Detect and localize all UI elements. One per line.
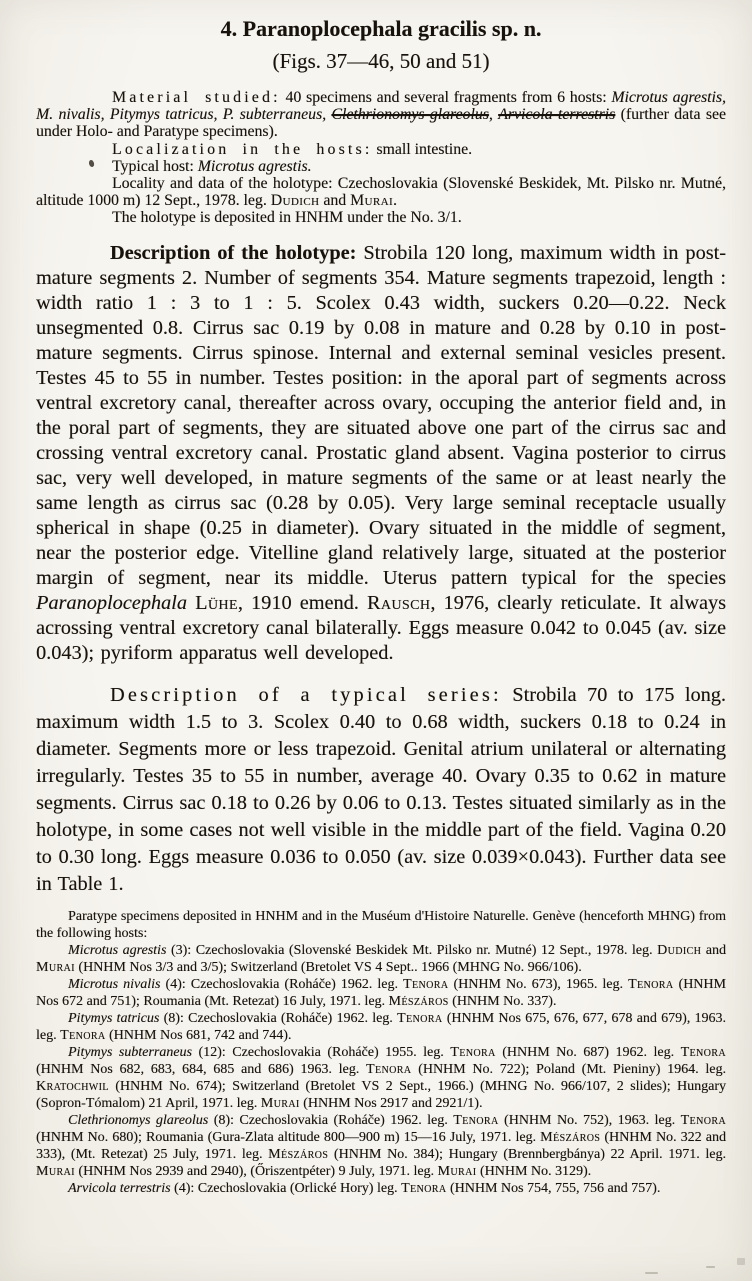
text-segment: and bbox=[701, 942, 727, 958]
text-segment: (HNHM Nos 2917 and 2921/1). bbox=[299, 1095, 483, 1111]
text-segment: Tenora bbox=[453, 1112, 499, 1128]
text-segment: Paranoplocephala gracilis bbox=[242, 16, 487, 41]
paratype-entry-nivalis bbox=[36, 976, 726, 1010]
paratype-entry-subterraneus bbox=[36, 1044, 726, 1112]
holotype-description-paragraph bbox=[36, 241, 726, 666]
text-segment: Tenora bbox=[403, 976, 449, 992]
figures-reference: (Figs. 37—46, 50 and 51) bbox=[272, 49, 490, 73]
text-segment: , 1976, clearly reticulate. It always acrossing ventral excretory canal bilaterally. Eggs measure 0.042 to 0.045 (av. size 0.043); pyriform apparatus well developed. bbox=[36, 591, 727, 664]
paratype-entry-agrestis bbox=[36, 942, 726, 976]
text-segment: sp. n. bbox=[486, 16, 542, 41]
text-segment: (12): Czechoslovakia (Roháče) 1955. leg. bbox=[191, 1044, 451, 1060]
paratype-section bbox=[36, 908, 726, 1197]
scan-artifact bbox=[645, 1272, 658, 1274]
typical-series-paragraph bbox=[36, 682, 726, 898]
text-segment: (HNHM Nos 675, 676, 677, 678 and 679), 1963. leg. bbox=[36, 1010, 726, 1043]
text-segment: Description of a typical series: bbox=[110, 683, 502, 706]
text-segment: (HNHM Nos 3/3 and 3/5); Switzerland (Bretolet VS 4 Sept.. 1966 (MHNG No. 966/106). bbox=[74, 959, 582, 975]
text-segment: Strobila 120 long, maximum width in post-mature segments 2. Number of segments 354. Mature segments trapezoid, length : width ratio 1 : 3 to 1 : 5. Scolex 0.43 width, suckers 0.20—0.22. Neck unsegmented 0.8. Cirrus sac 0.19 by 0.08 in mature and 0.28 by 0.10 in post-mature segments. Cirrus spinose. Internal and external seminal vesicles present. Testes 45 to 55 in number. Testes position: in the aporal part of segments across ventral excretory canal, thereafter across ovary, occuping the anterior field and, in the poral part of segments, they are situated above one part of the cirrus sac and crossing ventral excretory canal. Prostatic gland absent. Vagina posterior to cirrus sac, very well developed, in mature segments of the same or at least nearly the same length as cirrus sac (0.28 by 0.05). Very large seminal receptacle usually spherical in shape (0.25 in diameter). Ovary situated in the middle of segment, near the posterior edge. Vitelline gland relatively large, situated at the posterior margin of segment, near its middle. Uterus pattern typical for the species bbox=[36, 241, 726, 589]
text-segment: Murai bbox=[36, 1163, 75, 1179]
text-segment: Tenora bbox=[450, 1044, 496, 1060]
holotype-deposit-paragraph bbox=[36, 209, 726, 226]
text-segment: (HNHM No. 337). bbox=[448, 993, 557, 1009]
text-segment: (3): Czechoslovakia (Slovenské Beskidek Mt. Pilsko nr. Mutné) 12 Sept., 1978. leg. bbox=[166, 942, 658, 958]
text-segment: small intestine. bbox=[372, 140, 473, 158]
text-segment: , 1910 emend. bbox=[237, 591, 367, 614]
text-segment: Arvicola terrestris bbox=[498, 106, 616, 124]
text-segment: Murai bbox=[350, 192, 394, 210]
text-segment: The holotype is deposited in HNHM under the No. 3/1. bbox=[112, 209, 462, 227]
text-segment: Material studied: bbox=[112, 89, 281, 106]
text-segment: Murai bbox=[36, 959, 75, 975]
text-segment: (8): Czechoslovakia (Roháče) 1962. leg. bbox=[208, 1112, 454, 1128]
text-segment: Tenora bbox=[680, 1044, 726, 1060]
text-segment: Pitymys subterraneus bbox=[68, 1044, 192, 1060]
text-segment: Lühe bbox=[195, 591, 238, 614]
material-studied-paragraph bbox=[36, 89, 726, 141]
text-segment: Mészáros bbox=[388, 993, 449, 1009]
text-segment: Mészáros bbox=[268, 1146, 329, 1162]
typical-host-paragraph bbox=[36, 158, 726, 175]
text-segment: Murai bbox=[260, 1095, 300, 1111]
scan-artifact bbox=[737, 1258, 745, 1265]
text-segment: Strobila 70 to 175 long. maximum width 1.5 to 3. Scolex 0.40 to 0.68 width, suckers 0.18 to 0.24 in diameter. Segments more or less trapezoid. Genital atrium unilateral or alternating irregularly. Testes 35 to 55 in number, average 40. Ovary 0.35 to 0.62 in mature segments. Cirrus sac 0.18 to 0.26 by 0.06 to 0.13. Testes situated similarly as in the holotype, in some cases not well visible in the middle part of the field. Vagina 0.20 to 0.30 long. Eggs measure 0.036 to 0.050 (av. size 0.039×0.043). Further data see in Table 1. bbox=[36, 683, 726, 895]
text-segment: Arvicola terrestris bbox=[68, 1180, 171, 1196]
paratype-entry-terrestris bbox=[36, 1180, 726, 1197]
text-segment: Microtus agrestis bbox=[68, 942, 167, 958]
text-segment: (HNHM No. 674); Switzerland (Bretolet VS 2 Sept., 1966.) (MHNG No. 966/107, 2 slides); Hungary (Sopron-Tómalom) 21 April, 1971. leg. bbox=[36, 1078, 726, 1111]
text-segment: (HNHM No. 3129). bbox=[476, 1163, 592, 1179]
text-segment: Tenora bbox=[60, 1027, 106, 1043]
text-segment: (HNHM No. 384); Hungary (Brennbergbánya) 22 April. 1971. leg. bbox=[328, 1146, 726, 1162]
species-heading bbox=[36, 14, 726, 42]
text-segment: Murai bbox=[437, 1163, 477, 1179]
text-segment: (HNHM No. 687) 1962. leg. bbox=[495, 1044, 681, 1060]
text-segment: 40 specimens and several fragments from 6 hosts: bbox=[280, 89, 612, 106]
holotype-locality-paragraph bbox=[36, 175, 726, 209]
text-segment: 4. bbox=[220, 16, 243, 41]
text-segment: Tenora bbox=[366, 1061, 412, 1077]
text-segment: (HNHM No. 680); Roumania (Gura-Zlata altitude 800—900 m) 15—16 July, 1971. leg. bbox=[36, 1129, 541, 1145]
text-segment: Mészáros bbox=[540, 1129, 601, 1145]
text-segment: (HNHM Nos 672 and 751); Roumania (Mt. Retezat) 16 July, 1971. leg. bbox=[36, 976, 726, 1009]
text-segment: Paratype specimens deposited in HNHM and in the Muséum d'Histoire Naturelle. Genève (henceforth MHNG) from the following hosts: bbox=[36, 908, 726, 941]
text-segment: (HNHM Nos 2939 and 2940), (Őriszentpéter) 9 July, 1971. leg. bbox=[74, 1163, 438, 1179]
text-segment: Microtus nivalis bbox=[68, 976, 161, 992]
text-segment: (further data see under Holo- and Paratype specimens). bbox=[36, 106, 726, 141]
front-matter bbox=[36, 89, 726, 227]
paratype-intro-paragraph bbox=[36, 908, 726, 942]
text-segment bbox=[187, 592, 195, 614]
text-segment: (HNHM No. 673), 1965. leg. bbox=[448, 976, 629, 992]
text-segment: (HNHM No. 722); Poland (Mt. Pieniny) 1964. leg. bbox=[411, 1061, 726, 1077]
paratype-entry-tatricus bbox=[36, 1010, 726, 1044]
scan-artifact bbox=[706, 1266, 715, 1268]
text-segment: Tenora bbox=[628, 976, 674, 992]
text-segment: (HNHM No. 322 and 333), (Mt. Retezat) 25 July, 1971. leg. bbox=[36, 1129, 727, 1162]
text-segment: (HNHM Nos 681, 742 and 744). bbox=[105, 1027, 292, 1043]
paratype-entry-glareolus bbox=[36, 1112, 726, 1180]
localization-paragraph bbox=[36, 141, 726, 158]
text-segment: Clethrionomys glareolus bbox=[68, 1112, 209, 1128]
text-segment: (HNHM No. 752), 1963. leg. bbox=[498, 1112, 681, 1128]
text-segment: (4): Czechoslovakia (Orlické Hory) leg. bbox=[170, 1180, 402, 1196]
text-segment: (4): Czechoslovakia (Roháče) 1962. leg. bbox=[160, 976, 404, 992]
text-segment: Rausch bbox=[366, 591, 431, 614]
text-segment: Typical host: bbox=[112, 157, 198, 175]
text-segment: Dudich bbox=[270, 192, 320, 210]
text-segment: Description of the holotype: bbox=[110, 241, 357, 264]
text-segment: Localization in the hosts: bbox=[112, 140, 373, 158]
text-segment: Microtus agrestis, M. nivalis, Pitymys tatricus, P. subterraneus, bbox=[36, 89, 726, 124]
text-segment: Tenora bbox=[401, 1180, 447, 1196]
text-segment: Locality and data of the holotype: Czechoslovakia (Slovenské Beskidek, Mt. Pilsko nr. Mutné, altitude 1000 m) 12 Sept., 1978. leg. bbox=[36, 175, 726, 210]
text-segment: (HNHM Nos 754, 755, 756 and 757). bbox=[446, 1180, 661, 1196]
text-segment: Tenora bbox=[680, 1112, 727, 1128]
text-segment: (8): Czechoslovakia (Roháče) 1962. leg. bbox=[159, 1010, 398, 1026]
text-segment: Kratochwil bbox=[36, 1078, 109, 1094]
text-segment: , bbox=[488, 106, 499, 124]
text-segment: (HNHM Nos 682, 683, 684, 685 and 686) 1963. leg. bbox=[36, 1061, 367, 1077]
text-segment: Clethrionomys glareolus bbox=[331, 106, 489, 124]
text-segment: Dudich bbox=[657, 942, 702, 958]
text-segment: Pitymys tatricus bbox=[68, 1010, 160, 1026]
text-segment: . bbox=[393, 192, 397, 210]
text-segment: Microtus agrestis. bbox=[197, 157, 312, 175]
text-segment: and bbox=[319, 192, 351, 210]
text-segment: Tenora bbox=[397, 1010, 443, 1026]
text-segment: Paranoplocephala bbox=[36, 591, 187, 614]
